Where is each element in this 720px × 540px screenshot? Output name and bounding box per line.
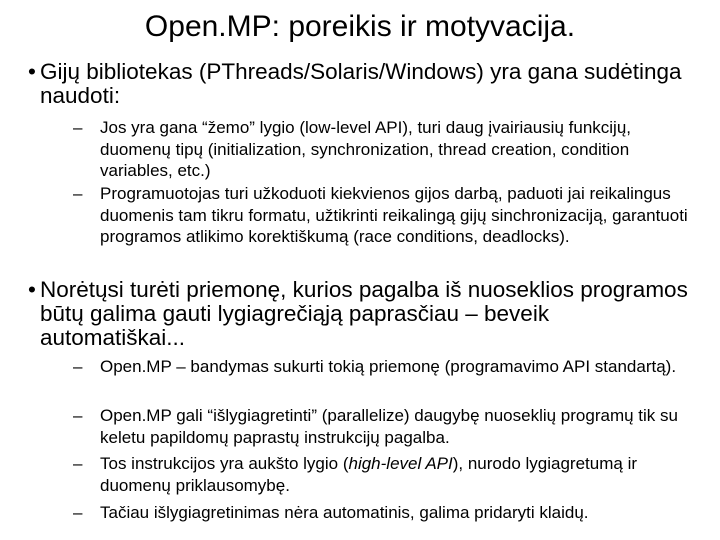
sub-3-before: Tos instrukcijos yra aukšto lygio ( [100,454,349,473]
bullet-2-sub-2-text: Open.MP gali “išlygiagretinti” (parallelize) daugybę nuoseklių programų tik su keletu papildomų paprastų instrukcijų pagalba. [100,406,678,447]
bullet-2-sub-2 [73,405,690,448]
dash-marker: – [73,184,83,203]
bullet-1-sub-1 [73,117,690,182]
sub-3-italic: high-level API [348,454,453,473]
bullet-2-text: Norėtųsi turėti priemonę, kurios pagalba iš nuoseklios programos būtų galima gauti lygiagrečiąją paprasčiau – beveik automatiškai... [40,277,688,350]
bullet-1-sub-2-text: Programuotojas turi užkoduoti kiekvienos gijos darbą, paduoti jai reikalingus duomenis tam tikru formatu, užtikrinti reikalingą gijų sinchronizaciją, garantuoti programos atlikimo korektiškumą (race conditions, deadlocks). [100,184,688,246]
bullet-1-sub-1-text: Jos yra gana “žemo” lygio (low-level API), turi daug įvairiausių funkcijų, duomenų tipų (initialization, synchronization, thread creation, condition variables, etc.) [100,118,632,180]
bullet-2-sub-4-text: Tačiau išlygiagretinimas nėra automatinis, galima pridaryti klaidų. [100,503,589,522]
sub-3-after: ), nurodo lygiagretumą ir duomenų priklausomybę. [100,454,638,495]
bullet-2-sub-3-text [100,453,690,496]
dash-marker: – [73,454,83,473]
bullet-2-sub-1-text: Open.MP – bandymas sukurti tokią priemonę (programavimo API standartą). [100,357,677,376]
bullet-marker: • [28,59,36,84]
bullet-1 [28,59,700,108]
bullet-1-sub-2 [73,183,690,248]
bullet-2-sub-4 [73,502,690,524]
dash-marker: – [73,118,83,137]
bullet-1-text: Gijų bibliotekas (PThreads/Solaris/Windows) yra gana sudėtinga naudoti: [40,59,682,108]
slide-title: Open.MP: poreikis ir motyvacija. [144,10,576,43]
dash-marker: – [73,503,83,522]
dash-marker: – [73,357,83,376]
bullet-marker: • [28,277,36,302]
bullet-2-sub-1 [73,356,690,378]
dash-marker: – [73,406,83,425]
bullet-2 [28,277,700,350]
bullet-2-sub-3 [73,453,690,496]
